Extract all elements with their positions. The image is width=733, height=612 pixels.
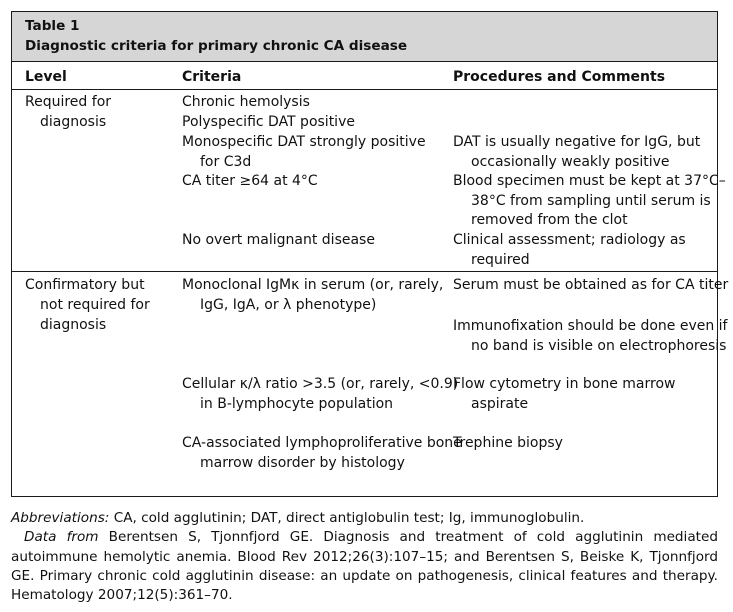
abbreviations-text: CA, cold agglutinin; DAT, direct antiglobulin test; Ig, immunoglobulin. bbox=[109, 510, 585, 526]
criteria-monospecific-dat: Monospecific DAT strongly positive for C3d bbox=[182, 134, 426, 170]
comment-immunofixation: Immunofixation should be done even if no band is visible on electrophoresis bbox=[453, 318, 728, 354]
abbreviations-note bbox=[11, 509, 718, 528]
section2-level-line3: diagnosis bbox=[40, 317, 107, 333]
comment-trephine-biopsy: Trephine biopsy bbox=[453, 435, 563, 451]
abbreviations-label: Abbreviations: bbox=[11, 510, 110, 526]
criteria-ca-titer: CA titer ≥64 at 4°C bbox=[182, 173, 318, 189]
criteria-monoclonal-igm: Monoclonal IgMκ in serum (or, rarely, IgG, IgA, or λ phenotype) bbox=[182, 277, 444, 313]
header-level: Level bbox=[25, 69, 67, 85]
header-criteria: Criteria bbox=[182, 69, 242, 85]
criteria-chronic-hemolysis: Chronic hemolysis bbox=[182, 94, 310, 110]
criteria-lymphoproliferative: CA-associated lymphoproliferative bone marrow disorder by histology bbox=[182, 435, 462, 471]
section1-level-line1: Required for bbox=[25, 94, 112, 110]
table-footnotes bbox=[11, 509, 718, 605]
comment-dat-igg: DAT is usually negative for IgG, but occasionally weakly positive bbox=[453, 134, 701, 170]
section-rule bbox=[12, 271, 717, 272]
table-label: Table 1 bbox=[25, 18, 80, 34]
section2-level-line1: Confirmatory but bbox=[25, 277, 145, 293]
header-rule bbox=[12, 89, 717, 90]
table-title: Diagnostic criteria for primary chronic CA disease bbox=[25, 37, 408, 54]
section1-level-line2: diagnosis bbox=[40, 114, 107, 130]
source-label: Data from bbox=[24, 529, 99, 546]
criteria-polyspecific-dat: Polyspecific DAT positive bbox=[182, 114, 355, 130]
table-caption bbox=[12, 12, 717, 62]
comment-serum-obtained: Serum must be obtained as for CA titer bbox=[453, 277, 729, 293]
source-note bbox=[11, 528, 718, 605]
comment-clinical-assessment: Clinical assessment; radiology as required bbox=[453, 232, 686, 268]
comment-blood-specimen: Blood specimen must be kept at 37°C–38°C from sampling until serum is removed from the clot bbox=[453, 173, 726, 229]
section2-level-line2: not required for bbox=[40, 297, 150, 313]
comment-flow-cytometry: Flow cytometry in bone marrow aspirate bbox=[453, 376, 676, 412]
header-procedures: Procedures and Comments bbox=[453, 69, 666, 85]
criteria-table bbox=[11, 11, 729, 497]
criteria-cellular-ratio: Cellular κ/λ ratio >3.5 (or, rarely, <0.9) in B-lymphocyte population bbox=[182, 376, 459, 412]
source-text: Berentsen S, Tjonnfjord GE. Diagnosis and treatment of cold agglutinin mediated autoimmune hemolytic anemia. Blood Rev 2012;26(3):107–15; and Berentsen S, Beiske K, Tjonnfjord GE. Primary chronic cold agglutinin disease: an update on pathogenesis, clinical features and therapy. Hematology 2007;12(5):361–70. bbox=[11, 529, 718, 604]
criteria-no-malignant: No overt malignant disease bbox=[182, 232, 375, 248]
